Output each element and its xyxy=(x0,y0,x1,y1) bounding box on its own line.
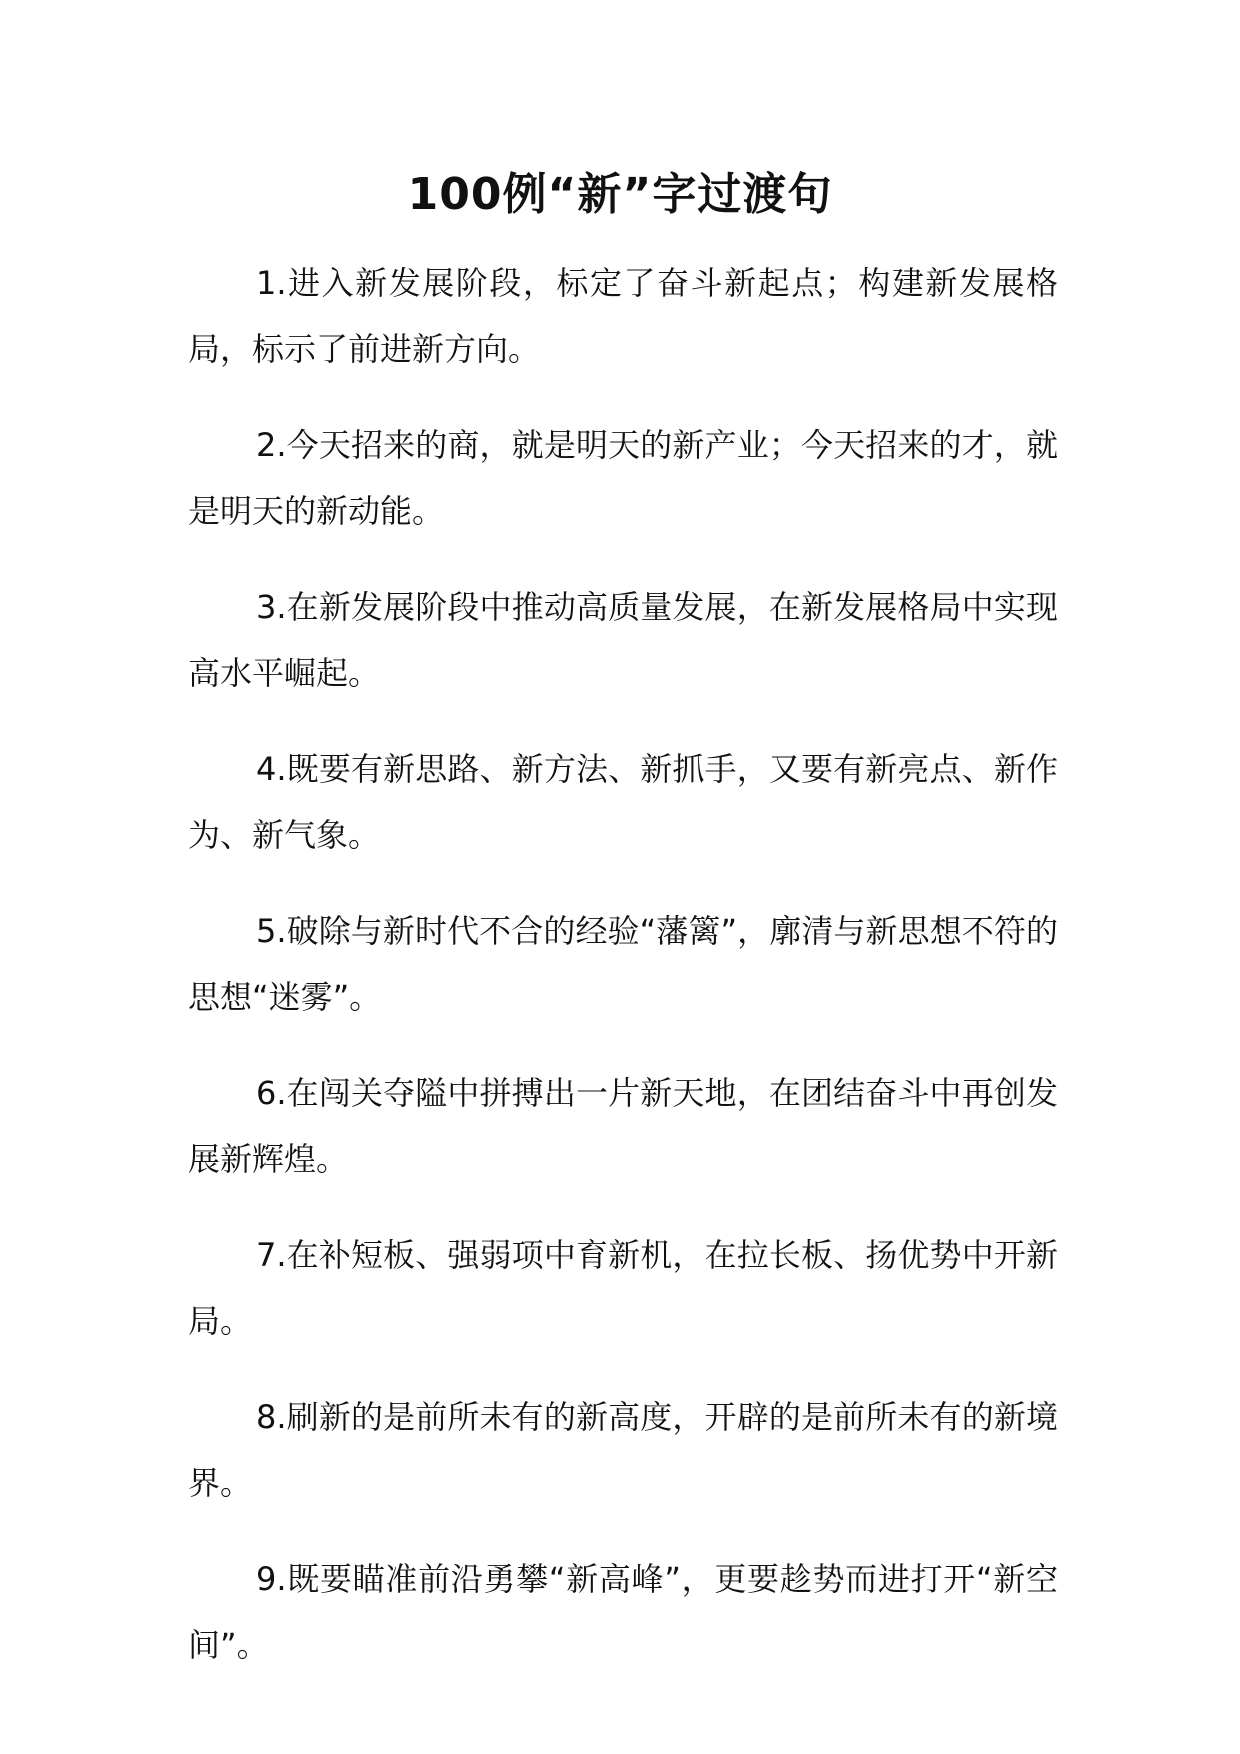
sentence-item-1: 1.进入新发展阶段，标定了奋斗新起点；构建新发展格局，标示了前进新方向。 xyxy=(188,264,1058,368)
sentence-item-3: 3.在新发展阶段中推动高质量发展，在新发展格局中实现高水平崛起。 xyxy=(188,588,1058,692)
document-title: 100例“新”字过渡句 xyxy=(407,169,833,220)
sentence-item-2: 2.今天招来的商，就是明天的新产业；今天招来的才，就是明天的新动能。 xyxy=(188,426,1058,530)
sentence-item-6: 6.在闯关夺隘中拼搏出一片新天地，在团结奋斗中再创发展新辉煌。 xyxy=(188,1074,1058,1178)
sentence-item-9: 9.既要瞄准前沿勇攀“新高峰”，更要趁势而进打开“新空间”。 xyxy=(188,1560,1058,1664)
sentence-item-7: 7.在补短板、强弱项中育新机，在拉长板、扬优势中开新局。 xyxy=(188,1236,1058,1340)
sentence-item-8: 8.刷新的是前所未有的新高度，开辟的是前所未有的新境界。 xyxy=(188,1398,1058,1502)
document-body xyxy=(188,250,1058,1708)
sentence-item-4: 4.既要有新思路、新方法、新抓手，又要有新亮点、新作为、新气象。 xyxy=(188,750,1058,854)
sentence-item-5: 5.破除与新时代不合的经验“藩篱”，廓清与新思想不符的思想“迷雾”。 xyxy=(188,912,1058,1016)
